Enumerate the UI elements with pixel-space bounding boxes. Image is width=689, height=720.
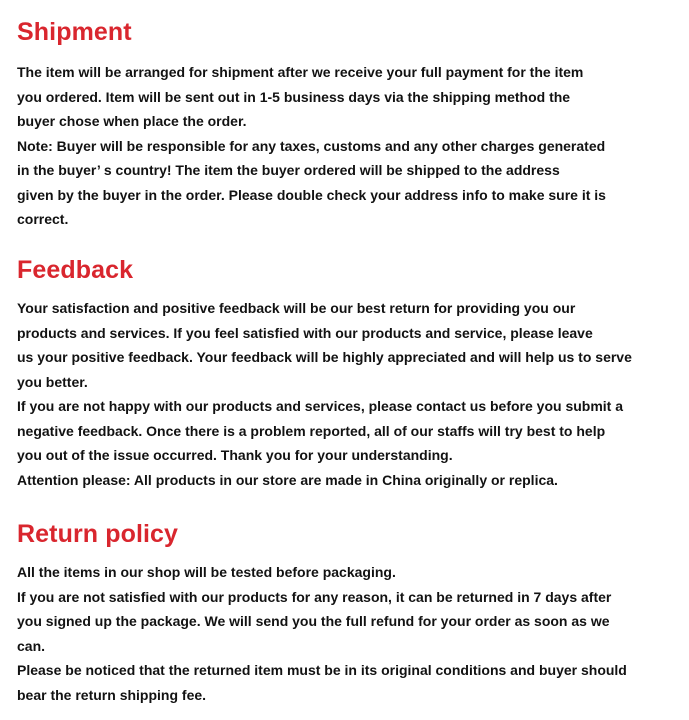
feedback-line: Your satisfaction and positive feedback will be our best return for providing you our xyxy=(17,300,576,316)
shipment-line: buyer chose when place the order. xyxy=(17,113,247,129)
shipment-section xyxy=(17,17,682,232)
feedback-line: Attention please: All products in our store are made in China originally or replica. xyxy=(17,471,558,488)
return-policy-body xyxy=(17,560,682,707)
return-policy-line: bear the return shipping fee. xyxy=(17,686,207,703)
feedback-section xyxy=(17,255,682,492)
return-policy-heading: Return policy xyxy=(17,520,179,548)
feedback-line: negative feedback. Once there is a problem reported, all of our staffs will try best to help xyxy=(17,422,606,439)
feedback-line: us your positive feedback. Your feedback will be highly appreciated and will help us to serve xyxy=(17,349,632,365)
return-policy-line: Please be noticed that the returned item must be in its original conditions and buyer should xyxy=(17,662,627,678)
feedback-line: If you are not happy with our products and services, please contact us before you submit a xyxy=(17,398,624,414)
shipment-heading: Shipment xyxy=(17,18,132,46)
return-policy-section xyxy=(17,519,682,707)
feedback-line: products and services. If you feel satisfied with our products and service, please leave xyxy=(17,324,593,341)
shipment-body xyxy=(17,60,682,232)
shipment-line: correct. xyxy=(17,211,69,227)
shipment-line: The item will be arranged for shipment after we receive your full payment for the item xyxy=(17,64,584,80)
shipment-line: in the buyer’ s country! The item the buyer ordered will be shipped to the address xyxy=(17,162,560,178)
feedback-body xyxy=(17,296,682,492)
return-policy-line: can. xyxy=(17,637,46,654)
return-policy-line: you signed up the package. We will send you the full refund for your order as soon as we xyxy=(17,613,610,629)
feedback-heading: Feedback xyxy=(17,256,134,284)
shipment-line: given by the buyer in the order. Please double check your address info to make sure it is xyxy=(17,186,606,203)
feedback-line: you better. xyxy=(17,373,88,390)
return-policy-line: All the items in our shop will be tested before packaging. xyxy=(17,564,396,580)
return-policy-line: If you are not satisfied with our products for any reason, it can be returned in 7 days after xyxy=(17,588,612,605)
shipment-line: you ordered. Item will be sent out in 1-5 business days via the shipping method the xyxy=(17,88,571,105)
shipment-line: Note: Buyer will be responsible for any taxes, customs and any other charges generated xyxy=(17,137,606,154)
feedback-line: you out of the issue occurred. Thank you for your understanding. xyxy=(17,447,453,463)
